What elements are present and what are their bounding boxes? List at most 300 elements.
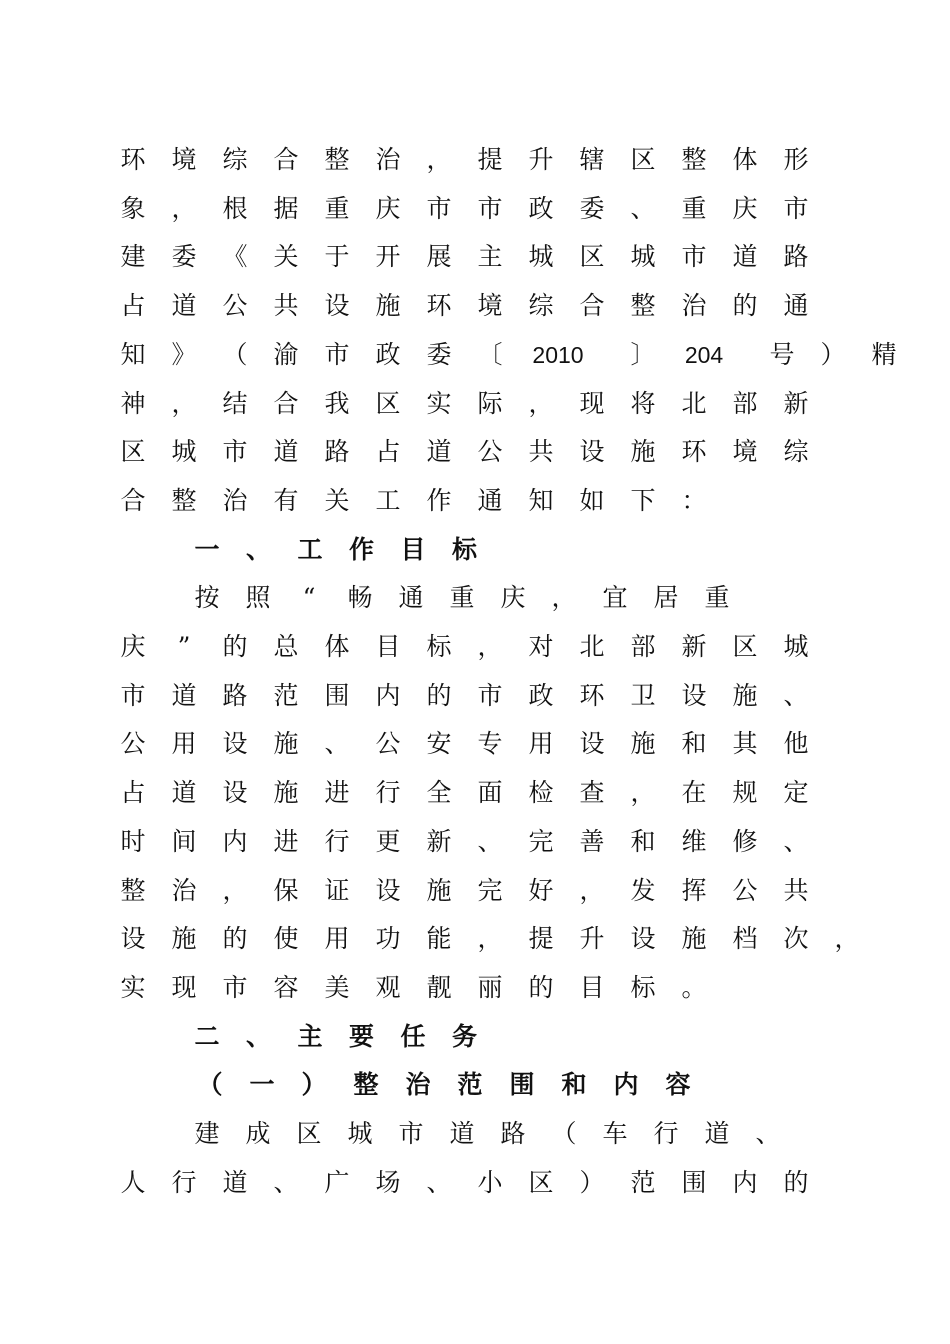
text-char: 部 [732,388,758,418]
text-char: 道 [171,680,197,710]
text-char: 整 [324,145,350,174]
paragraph-line [0,432,950,472]
paragraph-line [0,871,950,911]
text-char: 专 [477,729,503,759]
text-char: 北 [579,632,605,661]
text-char: 城 [783,632,809,661]
text-char: 修 [732,826,758,856]
text-char: 治 [405,1070,431,1100]
paragraph-line [0,822,950,862]
text-char: 道 [449,1119,475,1148]
paragraph-line [0,773,950,813]
text-char: 一 [249,1070,275,1100]
text-char: 施 [171,924,197,954]
text-char: 境 [732,437,758,467]
text-char: 目 [375,632,401,661]
text-char: 体 [324,632,350,661]
text-char: 合 [273,388,299,418]
subsection-heading [0,1065,950,1105]
text-char: 目 [400,534,426,564]
text-char: 公 [375,729,401,759]
text-char: 下 [630,485,656,515]
text-char: 重 [324,193,350,223]
text-char: 间 [171,826,197,856]
text-char: 规 [732,778,758,808]
text-char: 检 [528,778,554,808]
text-char: 道 [704,1119,730,1148]
text-char: ， [171,388,197,418]
text-char: 内 [613,1070,639,1100]
text-char: 、 [755,1119,781,1148]
text-char: 成 [245,1119,271,1148]
text-char: 际 [477,388,503,418]
text-char: 用 [324,924,350,954]
text-char: 施 [426,875,452,905]
text-char: 通 [398,583,424,613]
text-char: 区 [375,388,401,418]
text-char: 务 [451,1021,477,1051]
text-char: （ [197,1070,223,1100]
section-heading [0,1017,950,1057]
text-char: 政 [528,680,554,710]
text-char: 观 [375,972,401,1002]
text-char: 北 [681,388,707,418]
text-char: 和 [681,729,707,759]
text-char: 行 [653,1119,679,1148]
text-char: 场 [375,1167,401,1197]
text-char: 作 [426,485,452,515]
text-char: 区 [528,1167,554,1197]
text-char: 设 [222,778,248,808]
text-char: 内 [375,680,401,710]
text-char: 关 [324,485,350,515]
text-char: ， [551,583,577,613]
text-char: 围 [324,680,350,710]
text-char: 设 [579,729,605,759]
text-char: 施 [732,680,758,710]
text-char: 占 [375,437,401,467]
paragraph-line [0,919,950,959]
text-char: 道 [426,437,452,467]
text-char: 关 [273,242,299,272]
text-char: 的 [222,632,248,661]
text-char: 的 [426,680,452,710]
text-char: 和 [630,826,656,856]
text-char: 好 [528,875,554,905]
text-char: 治 [222,485,248,515]
text-char: 市 [783,193,809,223]
text-char: 实 [426,388,452,418]
paragraph-line [0,384,950,424]
text-char: 市 [222,437,248,467]
text-char: 整 [120,875,146,905]
text-char: 城 [171,437,197,467]
text-char: 安 [426,729,452,759]
text-char: 区 [732,632,758,661]
text-char: 时 [120,826,146,856]
text-char: 用 [528,729,554,759]
text-char: 、 [245,1021,271,1051]
text-char: 现 [579,388,605,418]
text-char: 其 [732,729,758,759]
text-char: 庆 [732,193,758,223]
text-char: 区 [579,242,605,272]
text-char: 围 [681,1167,707,1197]
text-char: 知 [528,485,554,515]
text-char: 卫 [630,680,656,710]
text-char: 道 [732,242,758,272]
text-char: 城 [528,242,554,272]
text-char: 总 [273,632,299,661]
text-char: 境 [477,291,503,321]
text-char: ， [477,924,503,954]
paragraph-line [0,335,950,375]
text-char: 行 [375,778,401,808]
paragraph-line [0,189,950,229]
text-char: 市 [426,193,452,223]
text-char: 重 [449,583,475,613]
text-char: 委 [171,242,197,272]
text-char: 作 [348,534,374,564]
text-char: 施 [630,729,656,759]
text-char: 设 [120,924,146,954]
paragraph-line [0,968,950,1008]
text-char: 通 [783,291,809,321]
text-char: 小 [477,1167,503,1197]
text-char: 设 [681,680,707,710]
text-char: 、 [783,680,809,710]
text-char: 渝 [273,339,299,369]
text-char: 市 [120,680,146,710]
text-char: 市 [324,339,350,369]
text-char: ， [426,145,452,174]
text-char: 区 [120,437,146,467]
text-char: 庆 [500,583,526,613]
text-char: 根 [222,193,248,223]
text-char: 〕 [630,339,656,369]
text-char: 知 [120,339,146,369]
text-char: 善 [579,826,605,856]
text-char: 道 [222,1167,248,1197]
text-char: 定 [783,778,809,808]
text-char: 有 [273,485,299,515]
text-char: 美 [324,972,350,1002]
text-char: 广 [324,1167,350,1197]
text-char: 市 [477,680,503,710]
text-char: 主 [477,242,503,272]
text-char: 容 [665,1070,691,1100]
text-char: 设 [630,924,656,954]
text-char: ） [820,339,846,369]
text-char: 丽 [477,972,503,1002]
text-char: 城 [347,1119,373,1148]
text-char: 号 [769,339,795,369]
text-char: 、 [426,1167,452,1197]
text-char: 整 [171,485,197,515]
text-char: 。 [681,972,707,1002]
text-char: 新 [681,632,707,661]
paragraph-line [0,481,950,521]
text-char: 占 [120,291,146,321]
text-char: 范 [457,1070,483,1100]
text-char: 市 [681,242,707,272]
text-char: 围 [509,1070,535,1100]
text-char: 居 [653,583,679,613]
text-char: 道 [171,291,197,321]
text-char: 环 [579,680,605,710]
text-char: 按 [194,583,220,613]
paragraph-line [0,237,950,277]
text-char: ， [579,875,605,905]
text-char: 行 [171,1167,197,1197]
text-char: 展 [426,242,452,272]
text-char: 如 [579,485,605,515]
text-char: 形 [783,145,809,174]
text-char: 204 [684,341,724,368]
text-char: 、 [324,729,350,759]
text-char: 环 [426,291,452,321]
text-char: 施 [630,437,656,467]
text-char: ， [222,875,248,905]
text-char: 市 [477,193,503,223]
text-char: “ [302,583,316,613]
text-char: 功 [375,924,401,954]
paragraph-line [0,1114,950,1154]
paragraph-line [0,140,950,180]
text-char: 范 [273,680,299,710]
text-char: 范 [630,1167,656,1197]
text-char: 新 [783,388,809,418]
text-char: 合 [120,485,146,515]
text-char: 证 [324,875,350,905]
text-char: 政 [528,193,554,223]
text-char: 查 [579,778,605,808]
text-char: 庆 [120,632,146,661]
text-char: 》 [171,339,197,369]
text-char: 升 [579,924,605,954]
section-heading [0,530,950,570]
text-char: 共 [783,875,809,905]
text-char: 行 [324,826,350,856]
text-char: 于 [324,242,350,272]
text-char: 他 [783,729,809,759]
text-char: 的 [732,291,758,321]
text-char: 、 [630,193,656,223]
text-char: ， [171,193,197,223]
text-char: 用 [171,729,197,759]
text-char: 施 [273,778,299,808]
text-char: 综 [528,291,554,321]
text-char: 合 [273,145,299,174]
text-char: 要 [348,1021,374,1051]
text-char: 市 [222,972,248,1002]
text-char: 设 [324,291,350,321]
text-char: 施 [273,729,299,759]
text-char: 据 [273,193,299,223]
text-char: 维 [681,826,707,856]
text-char: 一 [194,534,220,564]
text-char: 通 [477,485,503,515]
text-char: 完 [477,875,503,905]
text-char: 提 [528,924,554,954]
text-char: 精 [871,339,897,369]
text-char: 任 [400,1021,426,1051]
text-char: 能 [426,924,452,954]
text-char: 环 [681,437,707,467]
text-char: 结 [222,388,248,418]
text-char: 部 [630,632,656,661]
text-char: 内 [732,1167,758,1197]
text-char: 道 [171,778,197,808]
paragraph-line [0,724,950,764]
text-char: 建 [120,242,146,272]
text-char: 政 [375,339,401,369]
text-char: 市 [398,1119,424,1148]
text-char: 工 [297,534,323,564]
text-char: 畅 [347,583,373,613]
text-char: 境 [171,145,197,174]
text-char: 2010 [532,341,584,368]
text-char: 将 [630,388,656,418]
text-char: （ [551,1119,577,1148]
text-char: 使 [273,924,299,954]
text-char: 发 [630,875,656,905]
text-char: ， [834,924,860,954]
text-char: 保 [273,875,299,905]
text-char: 委 [426,339,452,369]
text-char: 宜 [602,583,628,613]
text-char: ： [681,485,707,515]
text-char: 区 [296,1119,322,1148]
text-char: 和 [561,1070,587,1100]
text-char: 〔 [477,339,503,369]
text-char: 进 [273,826,299,856]
text-char: 、 [783,826,809,856]
text-char: 人 [120,1167,146,1197]
text-char: 公 [732,875,758,905]
text-char: 、 [245,534,271,564]
text-char: 车 [602,1119,628,1148]
text-char: 综 [783,437,809,467]
text-char: 主 [297,1021,323,1051]
text-char: 整 [681,145,707,174]
text-char: 区 [630,145,656,174]
text-char: 神 [120,388,146,418]
text-char: 综 [222,145,248,174]
paragraph-line [0,1163,950,1203]
text-char: 共 [273,291,299,321]
text-char: 公 [477,437,503,467]
text-char: ” [177,632,191,661]
text-char: 环 [120,145,146,174]
text-char: 建 [194,1119,220,1148]
text-char: 二 [194,1021,220,1051]
text-char: 的 [222,924,248,954]
text-char: 象 [120,193,146,223]
text-char: 标 [451,534,477,564]
text-char: 实 [120,972,146,1002]
text-char: 面 [477,778,503,808]
text-char: ， [477,632,503,661]
text-char: ， [528,388,554,418]
text-char: 设 [222,729,248,759]
text-char: 升 [528,145,554,174]
text-char: 在 [681,778,707,808]
text-char: 标 [426,632,452,661]
text-char: 整 [353,1070,379,1100]
text-char: 靓 [426,972,452,1002]
text-char: 路 [500,1119,526,1148]
text-char: 新 [426,826,452,856]
text-char: 目 [579,972,605,1002]
text-char: 《 [222,242,248,272]
paragraph-line [0,627,950,667]
text-char: 施 [375,291,401,321]
text-char: 、 [273,1167,299,1197]
text-char: 整 [630,291,656,321]
text-char: 体 [732,145,758,174]
text-char: 次 [783,924,809,954]
text-char: 公 [120,729,146,759]
text-char: 挥 [681,875,707,905]
text-char: 治 [171,875,197,905]
text-char: 更 [375,826,401,856]
text-char: 的 [528,972,554,1002]
text-char: 提 [477,145,503,174]
paragraph-line [0,676,950,716]
paragraph-line [0,286,950,326]
text-char: 路 [783,242,809,272]
text-char: 进 [324,778,350,808]
text-char: ， [630,778,656,808]
text-char: 对 [528,632,554,661]
text-char: 的 [783,1167,809,1197]
text-char: 全 [426,778,452,808]
text-char: 占 [120,778,146,808]
text-char: 道 [273,437,299,467]
text-char: 我 [324,388,350,418]
text-char: 标 [630,972,656,1002]
text-char: （ [222,339,248,369]
text-char: 重 [681,193,707,223]
text-char: 庆 [375,193,401,223]
text-char: 城 [630,242,656,272]
text-char: ） [301,1070,327,1100]
text-char: 档 [732,924,758,954]
text-char: 共 [528,437,554,467]
text-char: 工 [375,485,401,515]
text-char: 、 [477,826,503,856]
text-char: 设 [375,875,401,905]
text-char: 现 [171,972,197,1002]
paragraph-line [0,578,950,618]
text-char: 辖 [579,145,605,174]
text-char: 开 [375,242,401,272]
text-char: 完 [528,826,554,856]
text-char: 容 [273,972,299,1002]
text-char: 治 [375,145,401,174]
text-char: 设 [579,437,605,467]
text-char: ） [579,1167,605,1197]
text-char: 委 [579,193,605,223]
text-char: 照 [245,583,271,613]
text-char: 合 [579,291,605,321]
text-char: 路 [222,680,248,710]
text-char: 施 [681,924,707,954]
text-char: 内 [222,826,248,856]
text-char: 治 [681,291,707,321]
text-char: 重 [704,583,730,613]
